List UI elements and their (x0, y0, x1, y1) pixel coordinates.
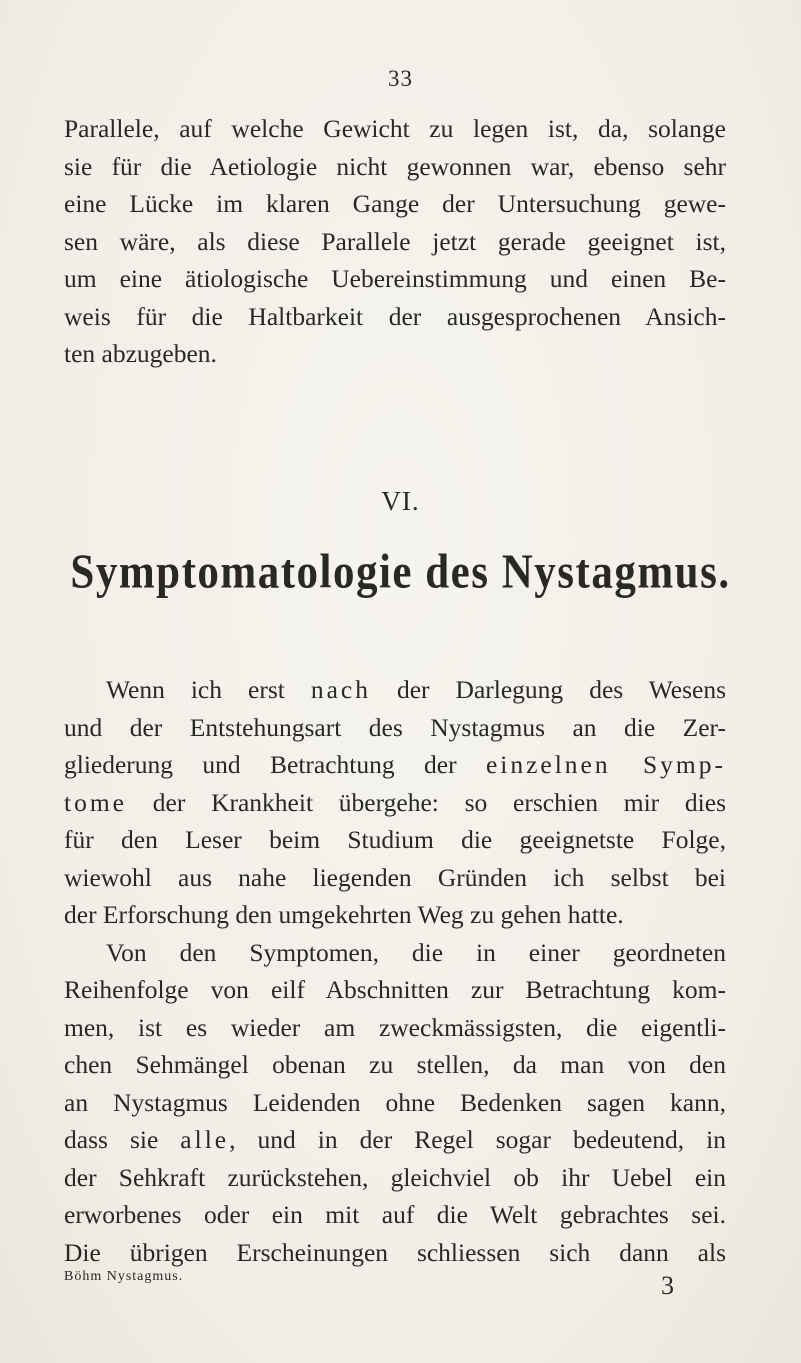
text-line: ten abzugeben. (64, 339, 217, 368)
printer-signature: Böhm Nystagmus. (64, 1269, 184, 1284)
text-line: weis für die Haltbarkeit der ausgesprochenen Ansich- (64, 301, 726, 331)
text-line: und der Entstehungsart des Nystagmus an die Zer- (64, 712, 726, 742)
text-line: eine Lücke im klaren Gange der Untersuchung gewe- (64, 189, 726, 218)
sheet-number: 3 (661, 1271, 674, 1300)
text-line: Parallele, auf welche Gewicht zu legen ist, da, solange (64, 114, 726, 143)
text-line: Reihenfolge von eilf Abschnitten zur Betrachtung kom- (64, 975, 726, 1004)
text-line: chen Sehmängel obenan zu stellen, da man von den (64, 1050, 726, 1079)
text-line: Von den Symptomen, die in einer geordneten (106, 937, 726, 967)
text-line: an Nystagmus Leidenden ohne Bedenken sagen kann, (64, 1087, 726, 1117)
text-line: der Erforschung den umgekehrten Weg zu gehen hatte. (64, 900, 624, 929)
text-line: gliederung und Betrachtung der einzelnen Symp- (64, 750, 727, 779)
text-line: sen wäre, als diese Parallele jetzt gerade geeignet ist, (64, 226, 726, 256)
text-line: um eine ätiologische Uebereinstimmung und einen Be- (64, 264, 726, 293)
chapter-title: Symptomatologie des Nystagmus. (70, 546, 731, 599)
spaced-emphasis: alle (180, 1125, 230, 1154)
text-line: sie für die Aetiologie nicht gewonnen war, ebenso sehr (64, 151, 726, 181)
spaced-emphasis: einzelnen Symp- (485, 750, 727, 779)
paragraph-continued (64, 110, 726, 373)
text-line: für den Leser beim Studium die geeignetste Folge, (64, 825, 726, 854)
spaced-emphasis: tome (64, 787, 127, 817)
chapter-body (64, 671, 726, 1271)
page-number: 33 (388, 66, 413, 91)
text-line: Wenn ich erst nach der Darlegung des Wesens (106, 675, 726, 704)
text-line: erworbenes oder ein mit auf die Welt gebrachtes sei. (64, 1200, 726, 1229)
chapter-number: VI. (381, 486, 420, 516)
text-line: men, ist es wieder am zweckmässigsten, die eigentli- (64, 1012, 726, 1042)
text-line: Die übrigen Erscheinungen schliessen sich dann als (64, 1237, 726, 1267)
page-footer (64, 1267, 726, 1307)
text-line: tome der Krankheit übergehe: so erschien mir dies (64, 787, 726, 817)
spaced-emphasis: nach (310, 675, 371, 704)
text-line: dass sie alle, und in der Regel sogar bedeutend, in (64, 1125, 726, 1154)
text-line: wiewohl aus nahe liegenden Gründen ich selbst bei (64, 862, 726, 892)
text-line: der Sehkraft zurückstehen, gleichviel ob ihr Uebel ein (64, 1162, 726, 1192)
